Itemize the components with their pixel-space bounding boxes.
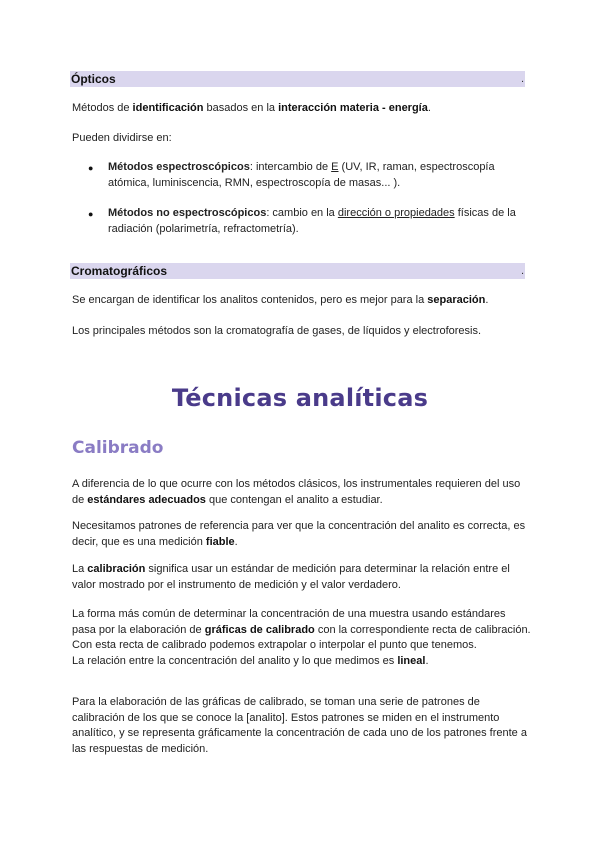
section-title: Ópticos [71,72,116,86]
bullet-icon: ● [88,163,94,173]
bold-text: separación [427,294,486,306]
bold-text: identificación [132,102,204,114]
section-header-opticos [70,71,525,87]
section-dot: . [520,72,524,85]
bold-text: gráficas de calibrado [204,623,315,636]
paragraph-cromatograficos-2: Los principales métodos son la cromatografía de gases, de líquidos y electroforesis. [72,325,482,337]
text: A diferencia de lo que ocurre con los métodos clásicos, los instrumentales requieren del uso de [72,478,521,506]
text: físicas de la radiación (polarimetría, refractometría). [108,207,516,235]
paragraph-opticos-intro [72,101,532,117]
text: La forma más común de determinar la concentración de una muestra usando estándares pasa por la elaboración de [72,608,506,636]
list-item [108,160,528,191]
paragraph-cromatograficos-1 [72,293,532,309]
paragraph-dividir: Pueden dividirse en: [72,132,172,144]
section-header-cromatograficos [70,263,525,279]
paragraph-calibrado-5: Para la elaboración de las gráficas de calibrado, se toman una serie de patrones de calibración de los que se conoce la [analito]. Estos patrones se miden en el instrumento analítico, y se representa gráficamente la concentración de cada uno de los patrones frente a las respuestas de medición. [72,696,527,755]
text: . [425,654,429,667]
section-dot: . [520,264,524,277]
paragraph-calibrado-2 [72,519,532,550]
bold-text: estándares adecuados [87,493,206,506]
text: . [234,535,238,548]
underlined-text: dirección o propiedades [337,207,455,219]
list-item [108,206,528,237]
text: Necesitamos patrones de referencia para ver que la concentración del analito es correcta, es decir, que es una medición [72,520,526,548]
text: con la correspondiente recta de calibración. [314,623,531,636]
bold-text: lineal [397,654,426,667]
text: : intercambio de [249,161,332,173]
text: basados en la [203,102,279,114]
text: que contengan el analito a estudiar. [205,493,383,506]
text: Con esta recta de calibrado podemos extrapolar o interpolar el punto que tenemos. [72,639,477,651]
underlined-text: E [331,161,339,173]
bullet-icon: ● [88,209,94,219]
subheading-calibrado: Calibrado [72,438,164,458]
text: : cambio en la [266,207,338,219]
text: (UV, IR, raman, espectroscopía atómica, luminiscencia, RMN, espectroscopía de masas... ). [108,161,495,189]
bold-text: calibración [87,563,146,575]
section-title: Cromatográficos [71,264,168,278]
text: Se encargan de identificar los analitos contenidos, pero es mejor para la [72,294,428,306]
bold-text: interacción materia - energía [278,102,428,114]
bold-text: fiable [205,535,235,548]
page-title: Técnicas analíticas [171,384,429,412]
text: La [72,563,88,575]
text: Métodos de [72,102,133,114]
bold-text: Métodos no espectroscópicos [108,207,267,219]
paragraph-calibrado-1 [72,477,532,508]
paragraph-calibrado-4 [72,607,532,669]
bold-text: Métodos espectroscópicos [108,161,250,173]
text: . [485,294,489,306]
text: La relación entre la concentración del analito y lo que medimos es [72,654,398,667]
text: . [427,102,431,114]
text: significa usar un estándar de medición para determinar la relación entre el valor mostrado por el instrumento de medición y el valor verdadero. [72,563,510,591]
paragraph-calibrado-3 [72,562,532,593]
